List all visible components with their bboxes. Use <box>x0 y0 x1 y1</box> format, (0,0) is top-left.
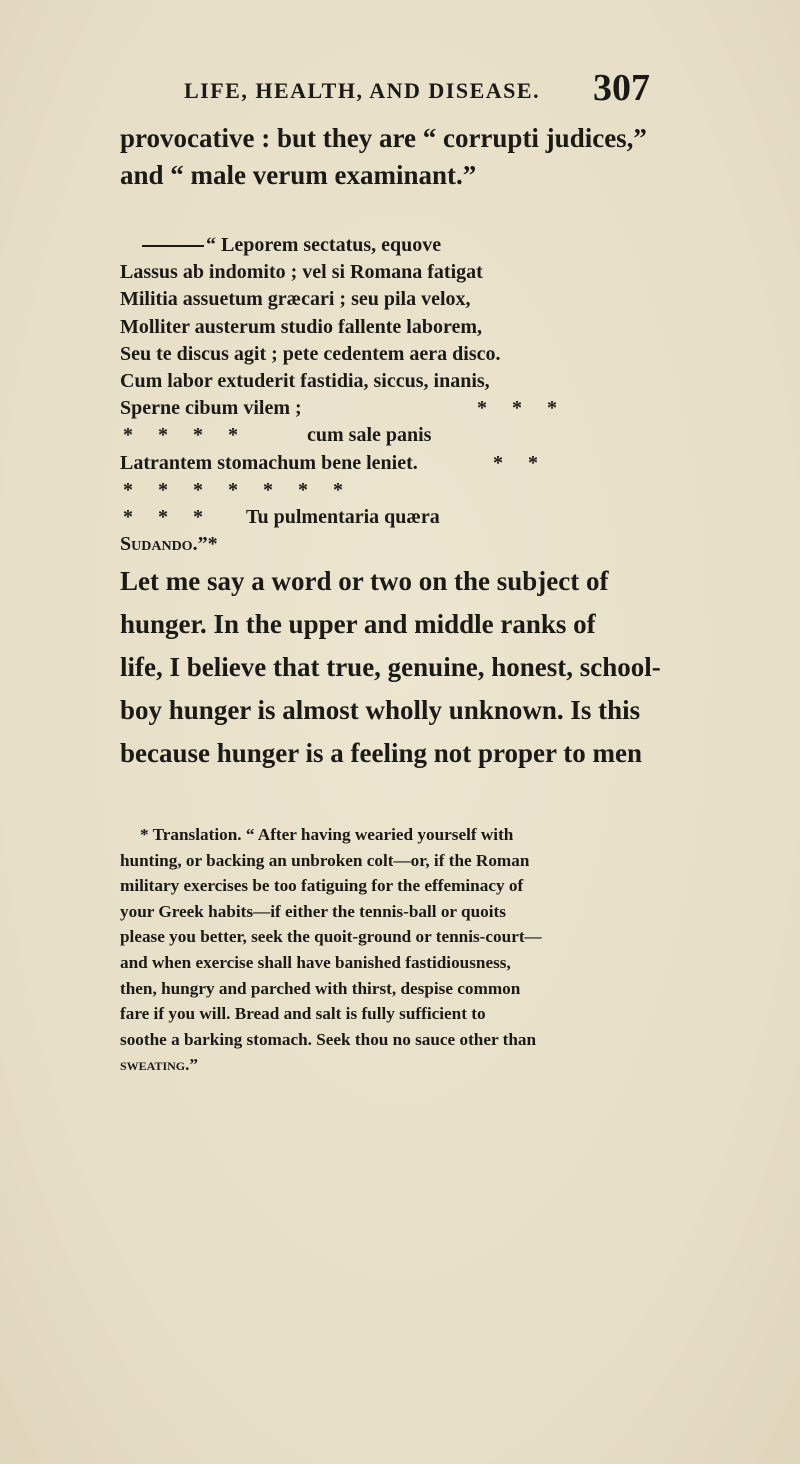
text-line: provocative : but they are “ corrupti judices,” <box>120 123 647 153</box>
text-line: and “ male verum examinant.” <box>120 160 477 190</box>
text-line: Let me say a word or two on the subject of <box>120 566 609 596</box>
verse-line <box>120 395 660 422</box>
main-paragraph <box>120 560 660 775</box>
verse-line <box>120 504 660 531</box>
footnote-line: please you better, seek the quoit-ground or tennis-court— <box>120 927 542 947</box>
intro-paragraph <box>120 120 660 194</box>
verse-text: Sperne cibum vilem ; <box>120 397 302 420</box>
ellipsis-stars: * * * * * * * <box>123 478 343 501</box>
verse-line <box>120 422 660 449</box>
footnote-line: * Translation. “ After having wearied yourself with <box>140 825 514 844</box>
verse-line: Lassus ab indomito ; vel si Romana fatigat <box>120 261 483 284</box>
footnote-line: soothe a barking stomach. Seek thou no sauce other than <box>120 1029 537 1049</box>
verse-text: Latrantem stomachum bene leniet. <box>120 451 418 474</box>
footnote-line: military exercises be too fatiguing for the effeminacy of <box>120 876 524 896</box>
text-line: hunger. In the upper and middle ranks of <box>120 609 596 639</box>
verse-line: Sudando.”* <box>120 533 218 556</box>
ellipsis-stars: * * <box>493 451 538 474</box>
footnote-line: and when exercise shall have banished fastidiousness, <box>120 952 511 972</box>
verse-line: Molliter austerum studio fallente laborem, <box>120 315 482 338</box>
verse-opening: “ Leporem sectatus, equove <box>206 234 442 256</box>
verse-line <box>120 477 660 504</box>
footnote-line: hunting, or backing an unbroken colt—or, if the Roman <box>120 850 530 870</box>
text-line: life, I believe that true, genuine, honest, school- <box>120 652 661 682</box>
footnote-line: your Greek habits—if either the tennis-ball or quoits <box>120 901 506 921</box>
running-head <box>180 64 650 109</box>
running-title: LIFE, HEALTH, AND DISEASE. <box>184 78 541 103</box>
em-dash-rule <box>142 245 204 247</box>
verse-line <box>120 232 660 259</box>
verse-line: Militia assuetum græcari ; seu pila velox, <box>120 288 471 311</box>
verse-text: Tu pulmentaria quæra <box>246 505 440 528</box>
verse-text: cum sale panis <box>307 424 432 447</box>
ellipsis-stars: * * * <box>477 397 557 420</box>
latin-verse-quotation <box>120 232 660 558</box>
verse-line: Cum labor extuderit fastidia, siccus, inanis, <box>120 369 490 392</box>
verse-line <box>120 450 660 477</box>
verse-line: Seu te discus agit ; pete cedentem aera disco. <box>120 342 501 365</box>
ellipsis-stars: * * * * <box>123 424 238 447</box>
text-line: boy hunger is almost wholly unknown. Is this <box>120 695 641 725</box>
footnote-line: sweating.” <box>120 1055 199 1075</box>
footnote-line: then, hungry and parched with thirst, despise common <box>120 978 521 998</box>
text-line: because hunger is a feeling not proper to men <box>120 738 643 768</box>
ellipsis-stars: * * * <box>123 505 203 528</box>
translation-footnote <box>120 822 660 1078</box>
page-number: 307 <box>593 67 650 109</box>
footnote-line: fare if you will. Bread and salt is fully sufficient to <box>120 1004 486 1024</box>
